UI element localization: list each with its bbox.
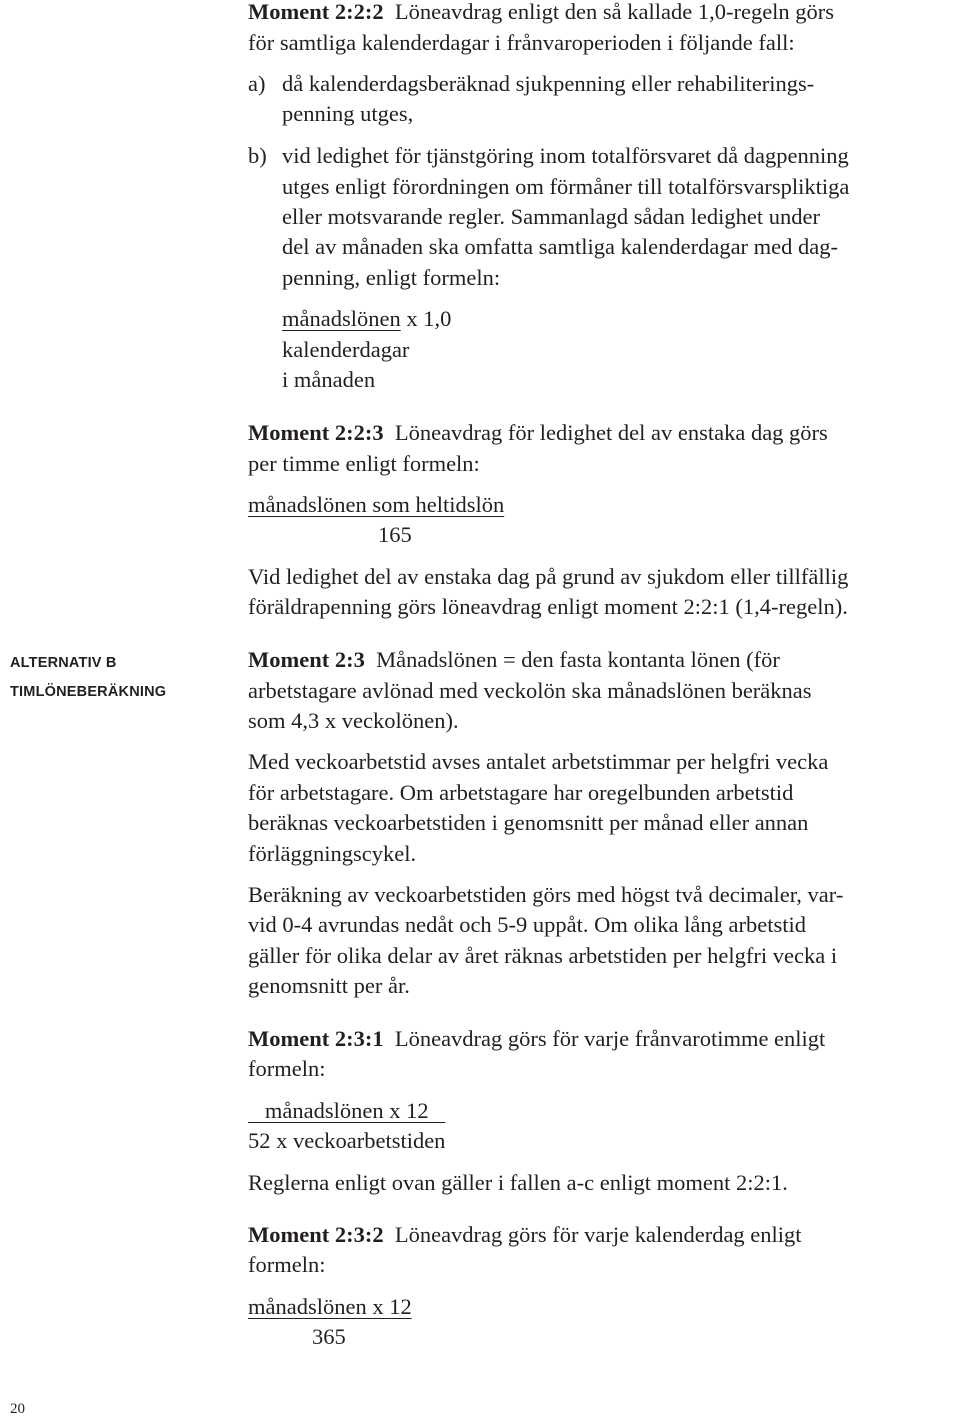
m23-p3-line-3: gäller för olika delar av året räknas arbetstiden per helgfri vecka i <box>248 943 838 968</box>
m222-item-b-line-4: del av månaden ska omfatta samtliga kalenderdagar med dag- <box>282 234 839 259</box>
m223-text-2: per timme enligt formeln: <box>248 451 480 476</box>
m232-label: Moment 2:3:2 <box>248 1222 384 1247</box>
m23-text-1: Månadslönen = den fasta kontanta lönen (för <box>376 647 780 672</box>
m232-formula-numerator-line <box>248 1292 412 1322</box>
m222-heading-line <box>248 0 834 27</box>
m23-p2-line-3: beräknas veckoarbetstiden i genomsnitt per månad eller annan <box>248 810 809 835</box>
m23-p3-line-2: vid 0-4 avrundas nedåt och 5-9 uppåt. Om olika lång arbetstid <box>248 912 806 937</box>
m231-text-1: Löneavdrag görs för varje frånvarotimme enligt <box>394 1026 826 1051</box>
m23-heading-line <box>248 645 780 675</box>
m231-formula-denominator: 52 x veckoarbetstiden <box>248 1128 446 1153</box>
m232-formula-denominator: 365 <box>312 1324 346 1349</box>
m23-label: Moment 2:3 <box>248 647 365 672</box>
m222-formula-numerator: månadslönen <box>282 306 401 331</box>
m232-formula-numerator: månadslönen x 12 <box>248 1294 412 1319</box>
m23-p2-line-4: förläggningscykel. <box>248 841 417 866</box>
m222-formula-multiplier: x 1,0 <box>400 306 452 331</box>
m222-item-b-line-2: utges enligt förordningen om förmåner till totalförsvarspliktiga <box>282 174 850 199</box>
m223-paragraph-line-1: Vid ledighet del av enstaka dag på grund av sjukdom eller tillfällig <box>248 564 849 589</box>
m222-formula-numerator-line <box>282 304 451 334</box>
m232-text-1: Löneavdrag görs för varje kalenderdag enligt <box>394 1222 802 1247</box>
m223-formula-numerator-line <box>248 490 504 520</box>
m222-item-b-line-1: vid ledighet för tjänstgöring inom totalförsvaret då dagpenning <box>282 143 849 168</box>
m222-text-1: Löneavdrag enligt den så kallade 1,0-regeln görs <box>394 0 835 24</box>
m222-item-b-marker: b) <box>248 143 267 168</box>
m231-paragraph: Reglerna enligt ovan gäller i fallen a-c enligt moment 2:2:1. <box>248 1170 788 1195</box>
m222-item-a-line-2: penning utges, <box>282 101 414 126</box>
sidebar-heading-title: TIMLÖNEBERÄKNING <box>10 684 167 700</box>
m23-p2-line-1: Med veckoarbetstid avses antalet arbetstimmar per helgfri vecka <box>248 749 829 774</box>
m23-text-3: som 4,3 x veckolönen). <box>248 708 459 733</box>
m222-item-b-line-3: eller motsvarande regler. Sammanlagd sådan ledighet under <box>282 204 820 229</box>
m223-formula-denominator: 165 <box>378 522 412 547</box>
m222-label: Moment 2:2:2 <box>248 0 384 24</box>
m223-text-1: Löneavdrag för ledighet del av enstaka dag görs <box>394 420 828 445</box>
m223-label: Moment 2:2:3 <box>248 420 384 445</box>
m231-formula-numerator: månadslönen x 12 <box>248 1098 446 1123</box>
m222-item-a-line-1: då kalenderdagsberäknad sjukpenning eller rehabiliterings- <box>282 71 815 96</box>
m223-heading-line <box>248 418 828 448</box>
m231-heading-line <box>248 1024 825 1054</box>
m231-label: Moment 2:3:1 <box>248 1026 384 1051</box>
m222-item-a-marker: a) <box>248 71 266 96</box>
page-number: 20 <box>10 1401 25 1417</box>
m23-p2-line-2: för arbetstagare. Om arbetstagare har oregelbunden arbetstid <box>248 780 794 805</box>
m232-text-2: formeln: <box>248 1252 326 1277</box>
m23-p3-line-4: genomsnitt per år. <box>248 973 410 998</box>
m222-formula-denominator-2: i månaden <box>282 367 376 392</box>
m222-text-2: för samtliga kalenderdagar i frånvaroperioden i följande fall: <box>248 30 795 55</box>
sidebar-heading-alternative: ALTERNATIV B <box>10 655 117 671</box>
m23-text-2: arbetstagare avlönad med veckolön ska månadslönen beräknas <box>248 678 812 703</box>
m231-text-2: formeln: <box>248 1056 326 1081</box>
m223-paragraph-line-2: föräldrapenning görs löneavdrag enligt moment 2:2:1 (1,4-regeln). <box>248 594 848 619</box>
m23-p3-line-1: Beräkning av veckoarbetstiden görs med högst två decimaler, var- <box>248 882 844 907</box>
m222-formula-denominator-1: kalenderdagar <box>282 337 410 362</box>
m231-formula-numerator-line <box>248 1096 445 1126</box>
m232-heading-line <box>248 1220 802 1250</box>
m222-item-b-line-5: penning, enligt formeln: <box>282 265 501 290</box>
m223-formula-numerator: månadslönen som heltidslön <box>248 492 505 517</box>
